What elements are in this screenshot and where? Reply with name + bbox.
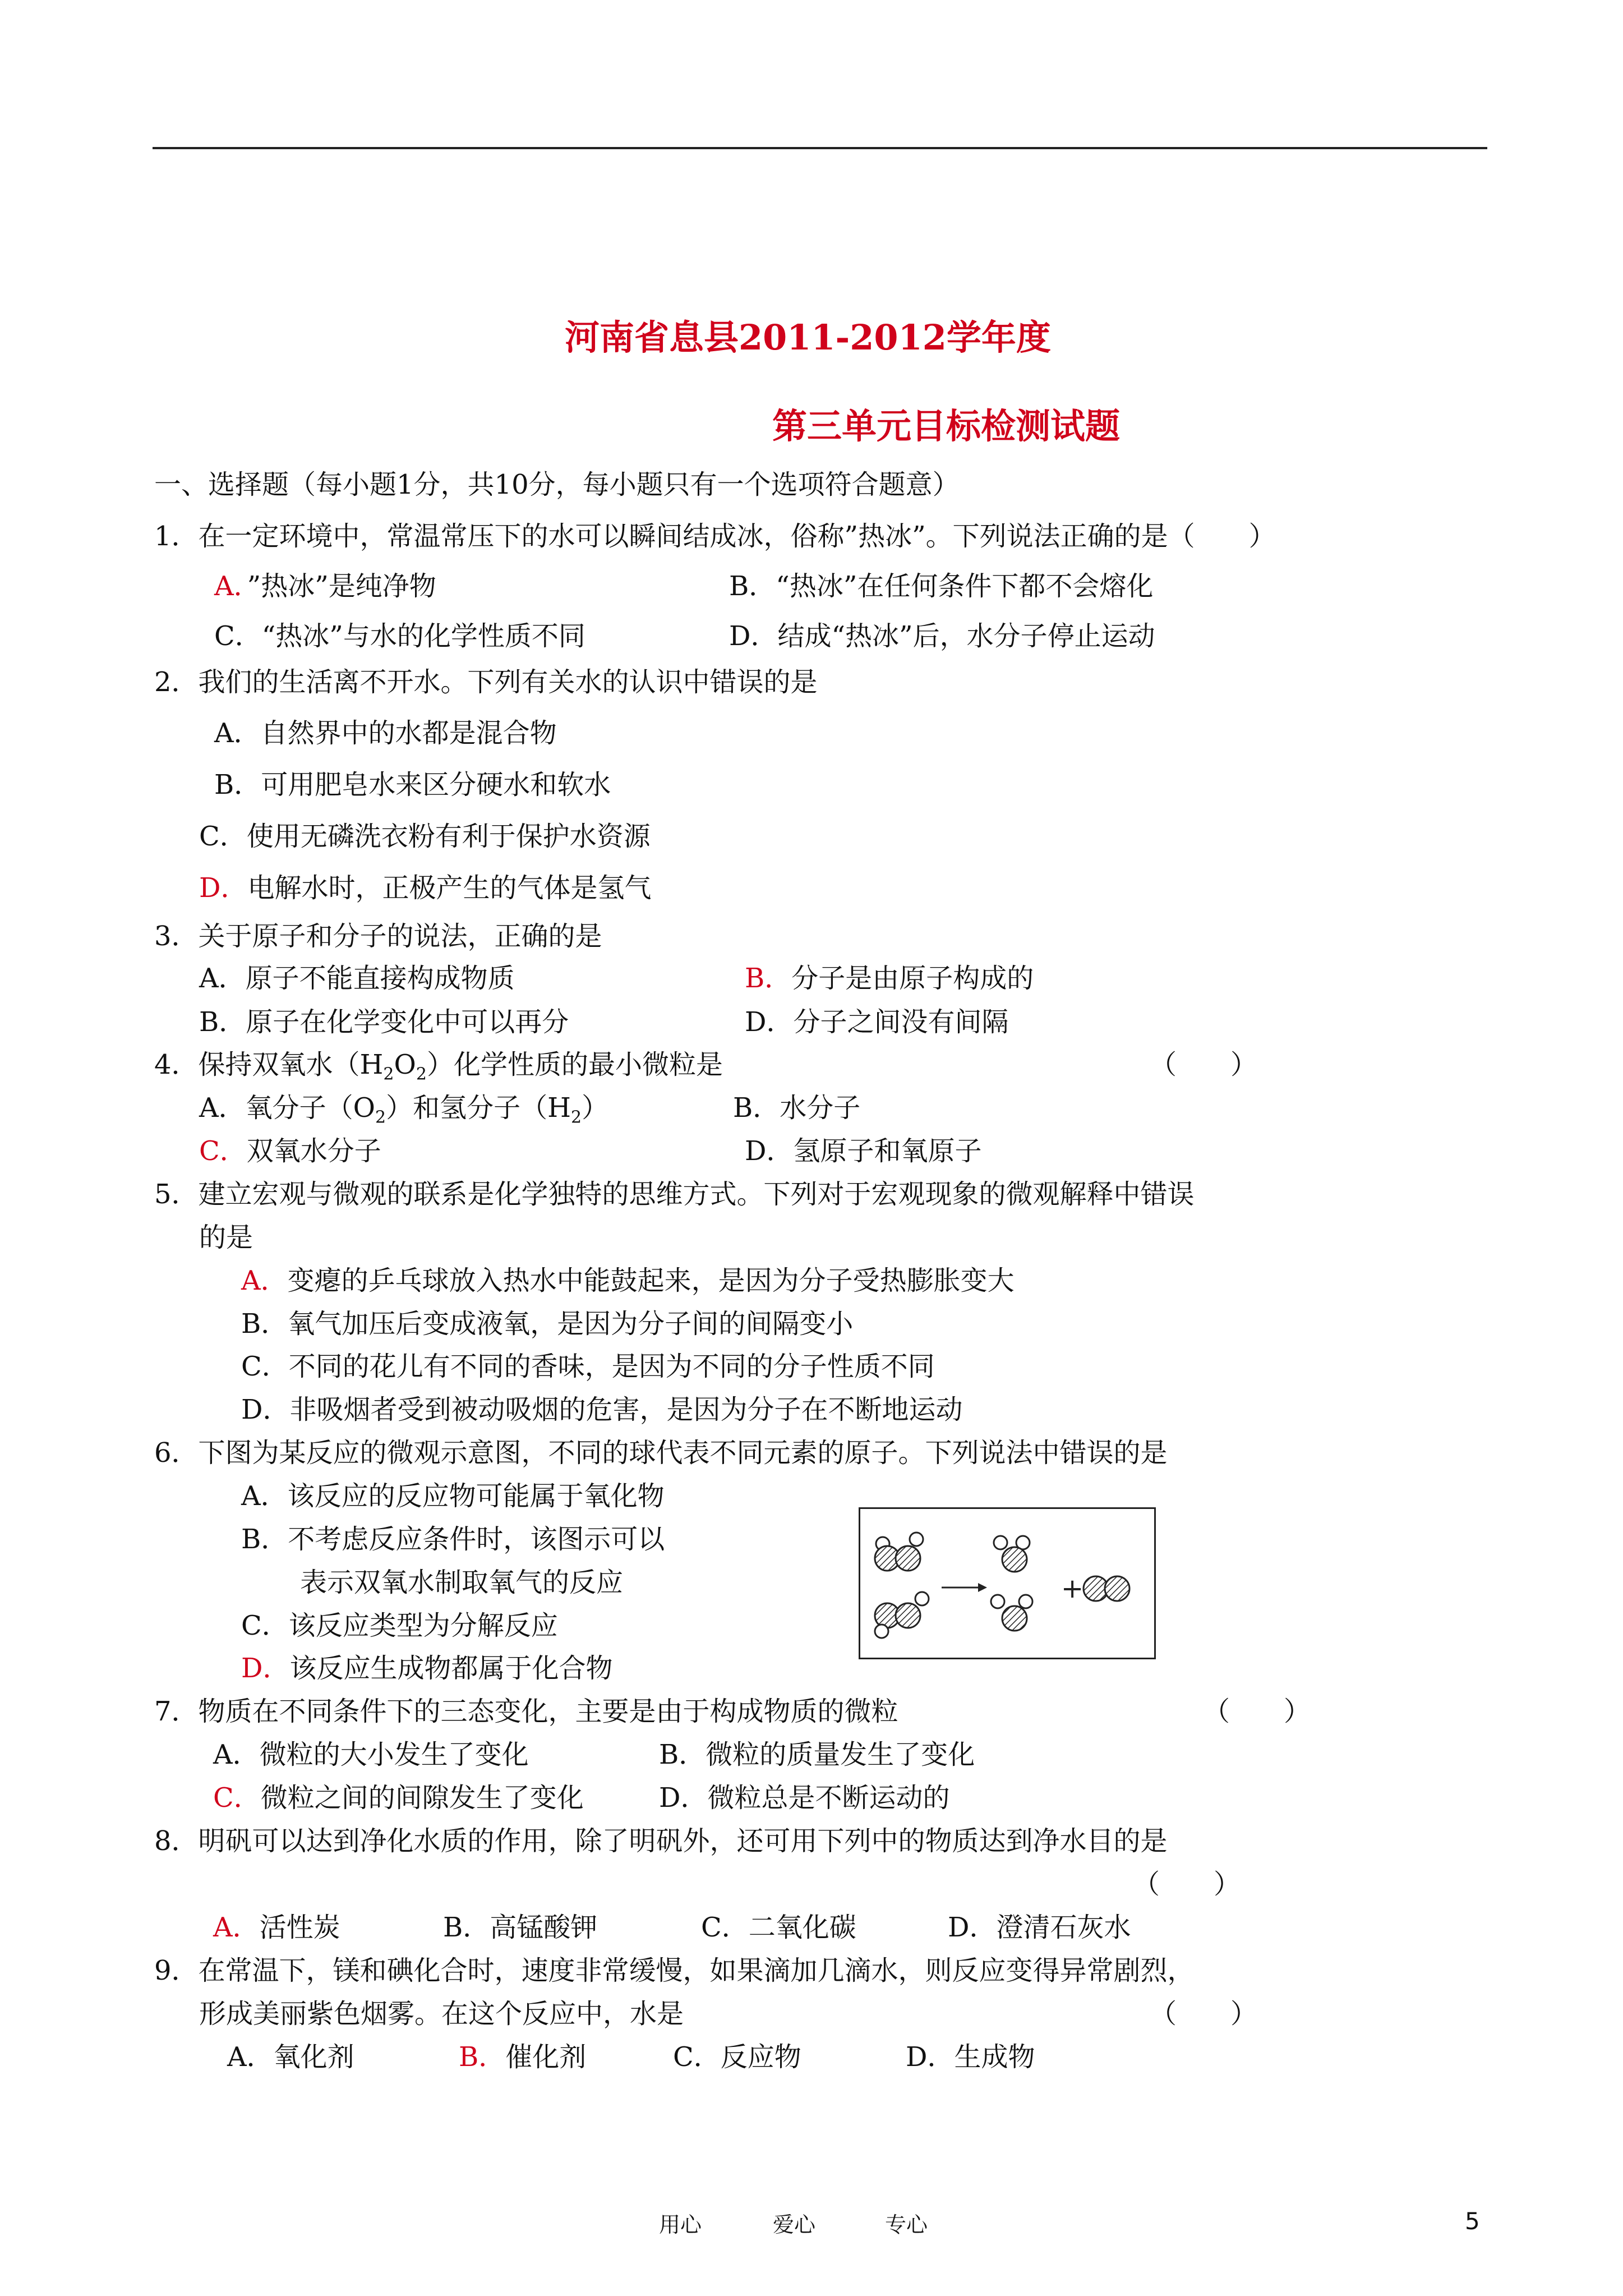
option-text: 自然界中的水都是混合物: [260, 717, 557, 749]
q8-option-b[interactable]: [443, 1914, 597, 1941]
option-letter: B．: [241, 1308, 288, 1340]
option-text: 该反应生成物都属于化合物: [289, 1653, 613, 1684]
q1-option-a[interactable]: [214, 570, 436, 602]
option-letter: C．: [673, 2041, 721, 2073]
option-letter: A．: [241, 1480, 288, 1512]
q9-option-d[interactable]: [906, 2041, 1035, 2073]
option-text: 分子之间没有间隔: [793, 1006, 1009, 1038]
q9-option-a[interactable]: [227, 2041, 354, 2073]
section-heading: 一、选择题（每小题1分，共10分，每小题只有一个选项符合题意）: [154, 469, 960, 500]
option-text: ”热冰”是纯净物: [247, 570, 436, 602]
q3-option-b[interactable]: [745, 965, 1034, 992]
option-letter: D．: [745, 1135, 794, 1167]
q9-option-b[interactable]: [459, 2041, 587, 2073]
option-text: 非吸烟者受到被动吸烟的危害，是因为分子在不断地运动: [289, 1394, 963, 1425]
question-9-stem-cont: 形成美丽紫色烟雾。在这个反应中，水是: [199, 1998, 684, 2030]
option-text: 不同的花儿有不同的香味，是因为不同的分子性质不同: [288, 1351, 935, 1382]
q7-option-c[interactable]: [213, 1782, 584, 1814]
option-text: 微粒的质量发生了变化: [706, 1739, 975, 1770]
option-text: 原子在化学变化中可以再分: [246, 1006, 569, 1038]
option-text: 结成“热冰”后，水分子停止运动: [777, 620, 1155, 652]
option-letter: D．: [948, 1912, 997, 1943]
page-number: 5: [1465, 2207, 1480, 2235]
q5-option-a[interactable]: [241, 1267, 1015, 1294]
option-text: 活性炭: [259, 1912, 340, 1943]
plus-sign: +: [1061, 1573, 1084, 1604]
option-letter: D．: [745, 1006, 794, 1038]
option-text: 氧化剂: [273, 2041, 354, 2073]
reactant-molecule-1: [875, 1533, 923, 1571]
question-9-stem: 9．在常温下，镁和碘化合时，速度非常缓慢，如果滴加几滴水，则反应变得异常剧烈，: [154, 1955, 1195, 1986]
option-text: 分子是由原子构成的: [791, 963, 1034, 994]
q8-answer-paren: （ ）: [1133, 1869, 1241, 1900]
footer-left: 用心: [659, 2212, 702, 2237]
q4-option-a[interactable]: A．氧分子$(O_2)$和氢分子$(H_2)$: [199, 1092, 609, 1128]
q5-option-c[interactable]: [241, 1353, 935, 1380]
question-7-stem: 7．物质在不同条件下的三态变化，主要是由于构成物质的微粒: [154, 1696, 898, 1727]
option-letter: C．: [214, 620, 262, 652]
question-1-stem: 1．在一定环境中，常温常压下的水可以瞬间结成冰，俗称”热冰”。下列说法正确的是（ ）: [154, 521, 1276, 552]
option-text: 微粒的大小发生了变化: [259, 1739, 529, 1770]
option-letter: A．: [214, 717, 261, 749]
option-letter: A．: [213, 1912, 260, 1943]
question-2-stem: 2．我们的生活离不开水。下列有关水的认识中错误的是: [154, 666, 818, 698]
product-water-1: [994, 1536, 1030, 1572]
q9-answer-paren: （ ）: [1150, 1998, 1258, 2030]
q6-option-b-cont: 表示双氧水制取氧气的反应: [300, 1567, 624, 1598]
header-rule: [153, 147, 1487, 149]
question-4-stem: 4．保持双氧水$(H_2O_2)$化学性质的最小微粒是: [154, 1049, 723, 1084]
option-letter: D．: [241, 1653, 290, 1684]
q8-option-d[interactable]: [948, 1914, 1131, 1941]
option-text: 催化剂: [505, 2041, 587, 2073]
option-text: 澄清石灰水: [996, 1912, 1131, 1943]
product-water-2: [991, 1595, 1032, 1631]
option-letter: A．: [199, 963, 246, 994]
q9-option-c[interactable]: [673, 2041, 801, 2073]
q4-answer-paren: （ ）: [1150, 1049, 1258, 1080]
q2-option-b[interactable]: [214, 771, 611, 798]
option-text: 微粒总是不断运动的: [707, 1782, 950, 1814]
option-text: “热冰”与水的化学性质不同: [261, 620, 585, 652]
option-letter: B．: [214, 769, 261, 800]
question-5-stem: 5．建立宏观与微观的联系是化学独特的思维方式。下列对于宏观现象的微观解释中错误: [154, 1179, 1195, 1210]
option-letter: D．: [199, 872, 248, 904]
option-text: 变瘪的乒乓球放入热水中能鼓起来，是因为分子受热膨胀变大: [287, 1265, 1015, 1296]
q1-option-c[interactable]: [214, 620, 585, 652]
q5-option-d[interactable]: [241, 1396, 963, 1423]
option-text: 该反应类型为分解反应: [288, 1610, 558, 1641]
option-text: 生成物: [954, 2041, 1035, 2073]
option-letter: B．: [443, 1912, 490, 1943]
q3-option-b2[interactable]: [199, 1006, 569, 1038]
q4-option-d[interactable]: [745, 1135, 982, 1167]
question-3-stem: 3．关于原子和分子的说法，正确的是: [154, 921, 602, 952]
option-letter: C．: [213, 1782, 261, 1814]
title-line-1: 河南省息县2011-2012学年度: [565, 317, 1051, 358]
option-letter: B．: [729, 570, 776, 602]
option-letter: A．: [213, 1739, 260, 1770]
footer-right: 专心: [885, 2212, 928, 2237]
option-letter: B．: [659, 1739, 706, 1770]
question-8-stem: 8．明矾可以达到净化水质的作用，除了明矾外，还可用下列中的物质达到净水目的是: [154, 1825, 1168, 1857]
option-text: 氢原子和氧原子: [793, 1135, 982, 1167]
q6-option-a[interactable]: [241, 1480, 665, 1512]
option-text: 原子不能直接构成物质: [245, 963, 515, 994]
option-letter: C．: [199, 821, 247, 852]
option-text: 双氧水分子: [246, 1135, 381, 1167]
reaction-arrow: [942, 1583, 987, 1592]
q6-option-c[interactable]: [241, 1612, 558, 1639]
option-text: 电解水时，正极产生的气体是氢气: [247, 872, 652, 904]
q3-option-a[interactable]: [199, 965, 515, 992]
q4-option-c[interactable]: [199, 1135, 381, 1167]
q7-answer-paren: （ ）: [1203, 1696, 1311, 1727]
option-letter: A．: [227, 2041, 274, 2073]
option-text: 反应物: [720, 2041, 801, 2073]
option-text: 高锰酸钾: [490, 1912, 598, 1943]
q2-option-c[interactable]: [199, 823, 651, 850]
option-text: 不考虑反应条件时，该图示可以: [288, 1524, 665, 1555]
q8-option-c[interactable]: [701, 1914, 856, 1941]
option-text: “热冰”在任何条件下都不会熔化: [776, 570, 1154, 602]
option-text: 可用肥皂水来区分硬水和软水: [261, 769, 611, 800]
q2-option-a[interactable]: [214, 717, 557, 749]
q7-option-d[interactable]: [659, 1782, 950, 1814]
q1-option-d[interactable]: [729, 620, 1155, 652]
option-letter: B．: [745, 963, 792, 994]
option-letter: D．: [906, 2041, 955, 2073]
q2-option-d[interactable]: [199, 872, 652, 904]
reactant-molecule-2: [875, 1592, 929, 1638]
option-letter: A．: [214, 570, 247, 602]
option-letter: B．: [733, 1092, 780, 1124]
q7-option-a[interactable]: [213, 1741, 529, 1768]
q4-option-b[interactable]: [733, 1092, 861, 1124]
question-5-stem-cont: 的是: [199, 1222, 253, 1253]
option-letter: A．: [241, 1265, 288, 1296]
product-oxygen: [1083, 1576, 1129, 1601]
reaction-diagram-svg: [860, 1509, 1154, 1658]
option-letter: D．: [241, 1394, 290, 1425]
q3-option-d[interactable]: [745, 1006, 1009, 1038]
q6-option-d[interactable]: [241, 1655, 613, 1682]
option-letter: C．: [241, 1351, 289, 1382]
option-letter: C．: [199, 1135, 247, 1167]
option-letter: B．: [459, 2041, 506, 2073]
q7-option-b[interactable]: [659, 1741, 975, 1768]
option-text: 使用无磷洗衣粉有利于保护水资源: [246, 821, 651, 852]
option-text: 水分子: [780, 1092, 861, 1124]
option-letter: D．: [659, 1782, 708, 1814]
option-text: 微粒之间的间隙发生了变化: [260, 1782, 584, 1814]
question-6-stem: 6．下图为某反应的微观示意图，不同的球代表不同元素的原子。下列说法中错误的是: [154, 1437, 1168, 1469]
option-text: 氧气加压后变成液氧，是因为分子间的间隔变小: [288, 1308, 854, 1340]
option-text: 二氧化碳: [748, 1912, 856, 1943]
q8-option-a[interactable]: [213, 1914, 340, 1941]
q6-option-b[interactable]: [241, 1526, 665, 1553]
q5-option-b[interactable]: [241, 1308, 854, 1340]
option-letter: C．: [241, 1610, 289, 1641]
option-text: 该反应的反应物可能属于氧化物: [287, 1480, 665, 1512]
q1-option-b[interactable]: [729, 570, 1154, 602]
reaction-diagram: [859, 1507, 1156, 1659]
option-letter: B．: [199, 1006, 246, 1038]
footer-middle: 爱心: [773, 2212, 816, 2237]
title-line-2: 第三单元目标检测试题: [772, 406, 1121, 447]
option-letter: B．: [241, 1524, 288, 1555]
option-letter: D．: [729, 620, 778, 652]
option-letter: C．: [701, 1912, 749, 1943]
